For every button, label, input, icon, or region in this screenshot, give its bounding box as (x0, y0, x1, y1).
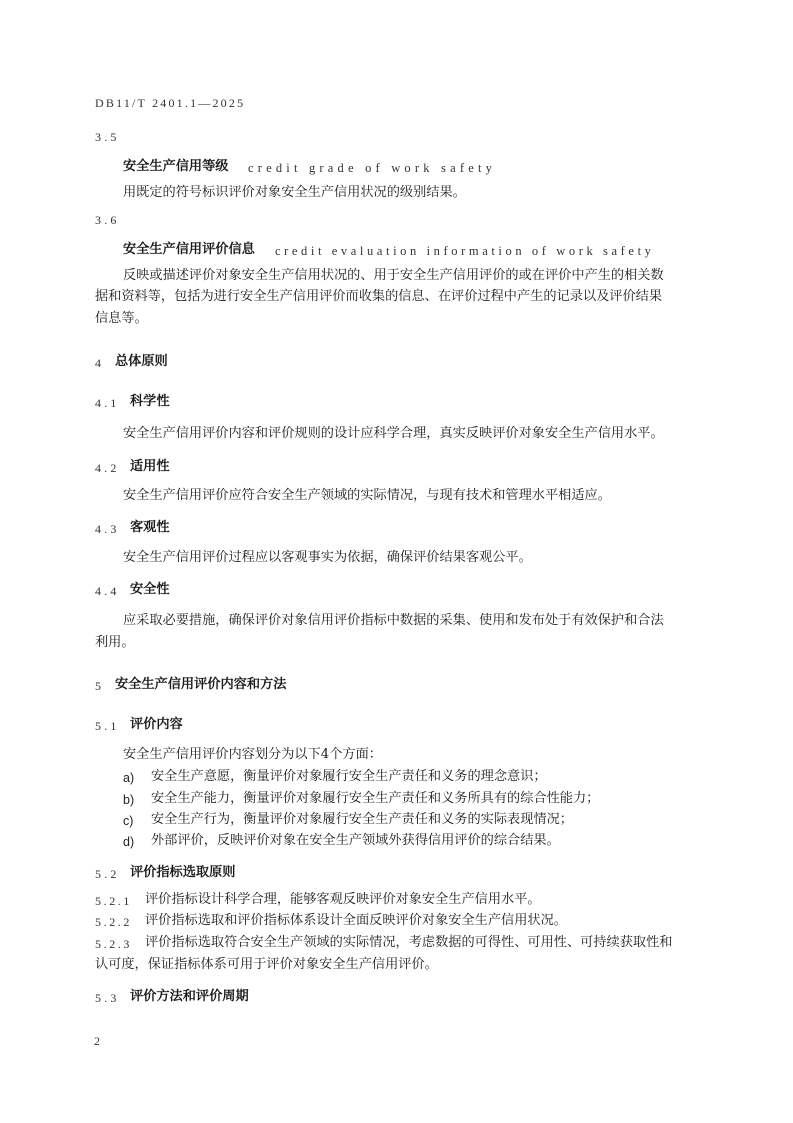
term-cn: 安全生产信用等级 (123, 159, 229, 174)
list-item-text: 安全生产行为，衡量评价对象履行安全生产责任和义务的实际表现情况； (151, 812, 573, 827)
clause-title: 评价指标选取原则 (130, 865, 236, 880)
clause-text-line: 利用。 (95, 635, 135, 650)
clause-number: 3.5 (95, 130, 120, 144)
subclause-number: 5.2.3 (95, 937, 132, 951)
list-item-text: 安全生产意愿，衡量评价对象履行安全生产责任和义务的理念意识； (151, 769, 547, 784)
list-marker: b) (123, 793, 135, 807)
clause-title: 客观性 (130, 520, 170, 535)
subclause-text: 评价指标设计科学合理，能够客观反映评价对象安全生产信用水平。 (145, 892, 541, 907)
chapter-number: 4 (95, 356, 105, 370)
clause-text: 安全生产信用评价应符合安全生产领域的实际情况，与现有技术和管理水平相适应。 (123, 488, 611, 503)
term-en: credit evaluation information of work safety (275, 244, 655, 258)
subclause-text-line: 评价指标选取符合安全生产领域的实际情况，考虑数据的可得性、可用性、可持续获取性和 (145, 935, 673, 950)
clause-text: 安全生产信用评价内容和评价规则的设计应科学合理，真实反映评价对象安全生产信用水平。 (123, 426, 664, 441)
clause-number: 5.1 (95, 719, 120, 733)
clause-title: 安全性 (130, 582, 170, 597)
standard-code: DB11/T 2401.1—2025 (95, 96, 246, 110)
list-item-text: 外部评价，反映评价对象在安全生产领域外获得信用评价的综合结果。 (151, 833, 560, 848)
clause-text: 安全生产信用评价过程应以客观事实为依据，确保评价结果客观公平。 (123, 550, 532, 565)
chapter-number: 5 (95, 679, 105, 693)
subclause-number: 5.2.1 (95, 894, 132, 908)
subclause-number: 5.2.2 (95, 915, 132, 929)
subclause-text: 评价指标选取和评价指标体系设计全面反映评价对象安全生产信用状况。 (145, 913, 567, 928)
list-intro: 安全生产信用评价内容划分为以下4个方面： (123, 747, 382, 762)
list-marker: a) (123, 771, 135, 785)
clause-number: 4.3 (95, 522, 120, 536)
clause-number: 4.2 (95, 461, 120, 475)
clause-title: 评价方法和评价周期 (130, 989, 249, 1004)
definition-line: 反映或描述评价对象安全生产信用状况的、用于安全生产信用评价的或在评价中产生的相关数 (123, 268, 664, 283)
clause-number: 4.4 (95, 584, 120, 598)
term-cn: 安全生产信用评价信息 (123, 242, 255, 257)
clause-number: 5.3 (95, 991, 120, 1005)
list-item-text: 安全生产能力，衡量评价对象履行安全生产责任和义务所具有的综合性能力； (151, 791, 600, 806)
clause-text-line: 应采取必要措施，确保评价对象信用评价指标中数据的采集、使用和发布处于有效保护和合法 (123, 613, 664, 628)
clause-number: 5.2 (95, 867, 120, 881)
clause-number: 3.6 (95, 213, 120, 227)
clause-title: 适用性 (130, 459, 170, 474)
chapter-title: 安全生产信用评价内容和方法 (115, 677, 287, 692)
clause-title: 科学性 (130, 394, 170, 409)
page-number: 2 (94, 1034, 104, 1048)
chapter-title: 总体原则 (115, 354, 168, 369)
subclause-text-line: 认可度，保证指标体系可用于评价对象安全生产信用评价。 (95, 957, 438, 972)
clause-number: 4.1 (95, 396, 120, 410)
clause-title: 评价内容 (130, 717, 183, 732)
list-marker: d) (123, 835, 135, 849)
definition: 用既定的符号标识评价对象安全生产信用状况的级别结果。 (123, 185, 466, 200)
definition-line: 信息等。 (95, 311, 148, 326)
definition-line: 据和资料等，包括为进行安全生产信用评价而收集的信息、在评价过程中产生的记录以及评价结果 (95, 289, 663, 304)
list-marker: c) (123, 814, 134, 828)
term-en: credit grade of work safety (248, 161, 497, 175)
